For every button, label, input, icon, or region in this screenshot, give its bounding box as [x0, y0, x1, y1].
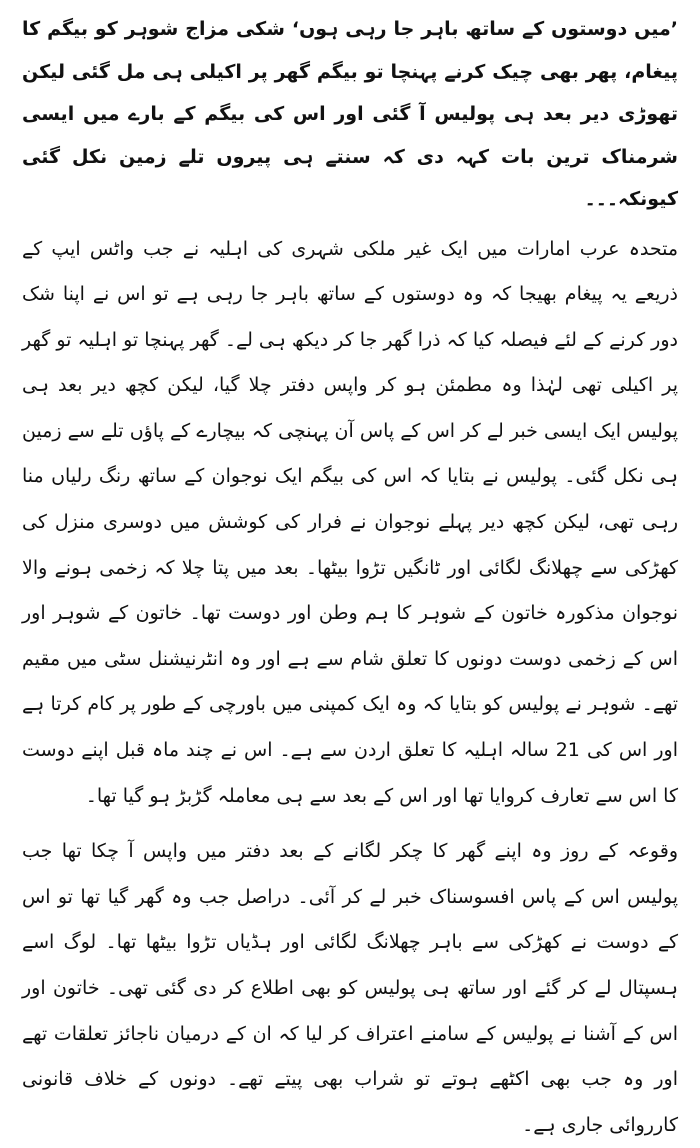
article-paragraph-2: وقوعہ کے روز وہ اپنے گھر کا چکر لگانے کے بعد دفتر میں واپس آ چکا تھا جب پولیس اس کے پاس افسوسناک خبر لے کر آئی۔ دراصل جب وہ گھر گیا تھا تو اس کے دوست نے کھڑکی سے باہر چھلانگ لگائی اور ہڈیاں تڑوا بیٹھا تھا۔ لوگ اسے ہسپتال لے کر گئے اور ساتھ ہی پولیس کو بھی اطلاع کر دی گئی تھی۔ خاتون اور اس کے آشنا نے پولیس کے سامنے اعتراف کر لیا کہ ان کے درمیان ناجائز تعلقات تھے اور وہ جب بھی اکٹھے ہوتے تو شراب بھی پیتے تھے۔ دونوں کے خلاف قانونی کارروائی جاری ہے۔ — [22, 840, 678, 1136]
article-paragraph-1: متحدہ عرب امارات میں ایک غیر ملکی شہری کی اہلیہ نے جب واٹس ایپ کے ذریعے یہ پیغام بھیجا کہ وہ دوستوں کے ساتھ باہر جا رہی ہے تو اس نے اپنا شک دور کرنے کے لئے فیصلہ کیا کہ ذرا گھر جا کر دیکھ ہی لے۔ گھر پہنچا تو اہلیہ تو گھر پر اکیلی تھی لہٰذا وہ مطمئن ہو کر واپس دفتر چلا گیا، لیکن کچھ دیر بعد ہی پولیس ایک ایسی خبر لے کر اس کے پاس آن پہنچی کہ بیچارے کے پاؤں تلے سے زمین ہی نکل گئی۔ پولیس نے بتایا کہ اس کی بیگم ایک نوجوان کے ساتھ رنگ رلیاں منا رہی تھی، لیکن کچھ دیر پہلے نوجوان نے فرار کی کوشش میں دوسری منزل کی کھڑکی سے چھلانگ لگائی اور ٹانگیں تڑوا بیٹھا۔ بعد میں پتا چلا کہ زخمی ہونے والا نوجوان مذکورہ خاتون کے شوہر کا ہم وطن اور دوست تھا۔ خاتون کے شوہر اور اس کے زخمی دوست دونوں کا تعلق شام سے ہے اور وہ انٹرنیشنل سٹی میں مقیم تھے۔ شوہر نے پولیس کو بتایا کہ وہ ایک کمپنی میں باورچی کے طور پر کام کرتا ہے اور اس کی 21 سالہ اہلیہ کا تعلق اردن سے ہے۔ اس نے چند ماہ قبل اپنے دوست کا اس سے تعارف کروایا تھا اور اس کے بعد سے ہی معاملہ گڑبڑ ہو گیا تھا۔ — [22, 237, 678, 807]
article-lead: ’میں دوستوں کے ساتھ باہر جا رہی ہوں‘ شکی مزاج شوہر کو بیگم کا پیغام، پھر بھی چیک کرنے پہنچا تو بیگم گھر پر اکیلی ہی مل گئی لیکن تھوڑی دیر بعد ہی پولیس آ گئی اور اس کی بیگم کے بارے میں ایسی شرمناک ترین بات کہہ دی کہ سنتے ہی پیروں تلے زمین نکل گئی کیونکہ۔۔۔ — [22, 18, 678, 210]
